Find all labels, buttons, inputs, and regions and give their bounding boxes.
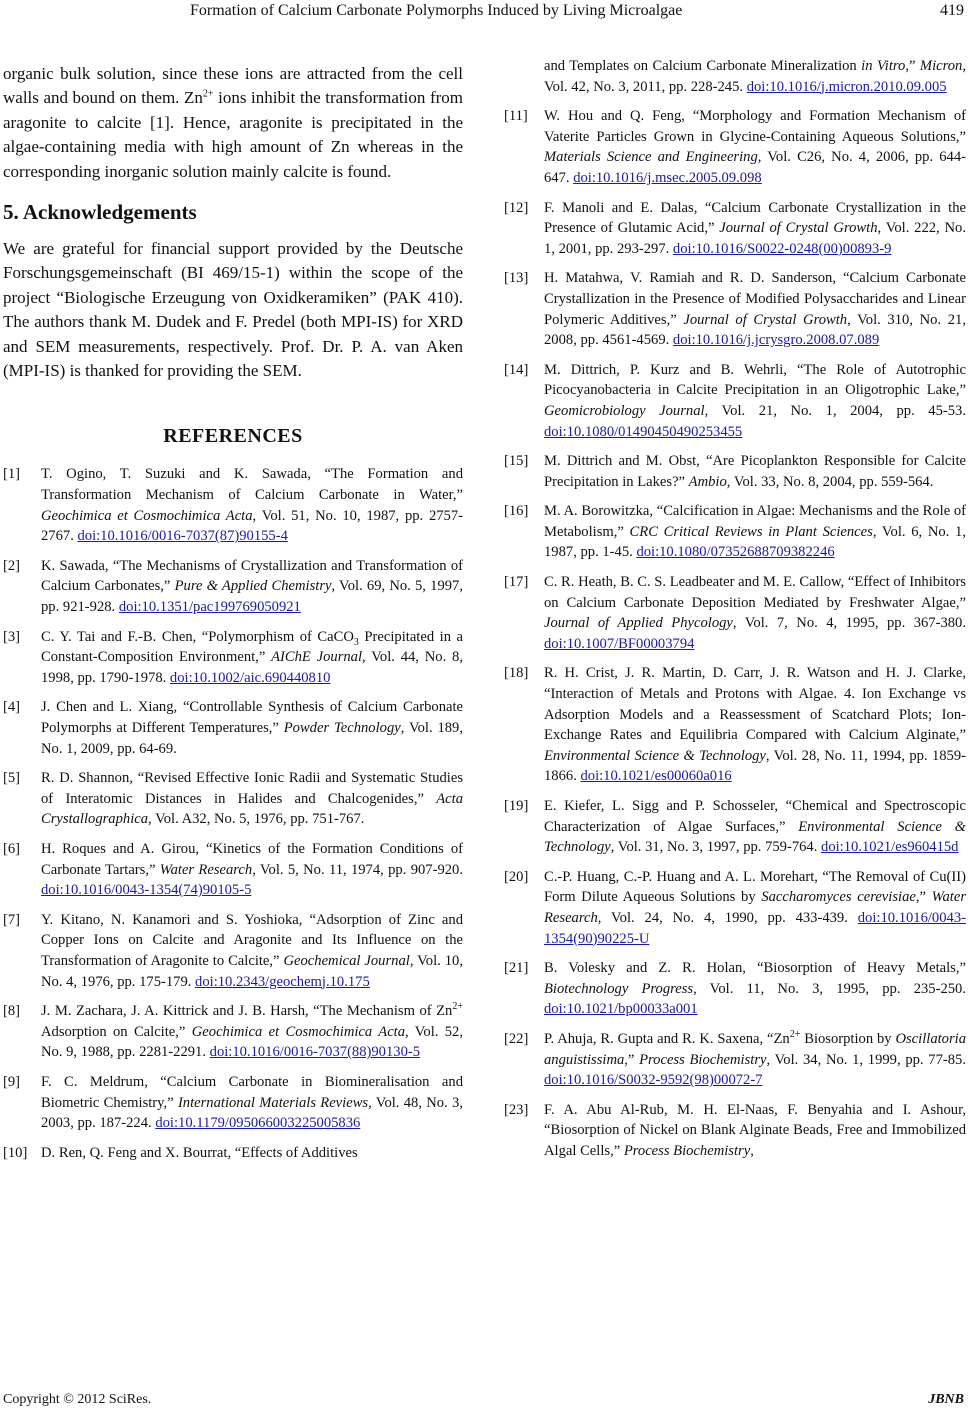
doi-link[interactable]: doi:10.1002/aic.690440810	[169, 669, 331, 686]
reference-authors-title: F. A. Abu Al-Rub, M. H. El-Naas, F. Benyahia and I. Ashour, “Biosorption of Nickel on Blank Alginate Beads, Free and Immobilized Algal Cells,”	[544, 1101, 966, 1159]
doi-link[interactable]: doi:10.1007/BF00003794	[544, 635, 695, 652]
reference-number: [12]	[504, 199, 529, 216]
reference-journal: in Vitro	[861, 58, 906, 74]
reference-number: [18]	[504, 665, 529, 682]
reference-number: [15]	[504, 453, 529, 470]
reference-number: [4]	[3, 699, 21, 716]
reference-text	[41, 1001, 463, 1063]
reference-item	[3, 464, 463, 546]
reference-item	[504, 451, 966, 492]
reference-volume-pages: , Vol. 33, No. 8, 2004, pp. 559-564.	[726, 473, 934, 490]
subscript: 3	[353, 636, 359, 648]
doi-link[interactable]: doi:10.1016/0016-7037(88)90130-5	[209, 1044, 421, 1061]
reference-number: [10]	[3, 1144, 28, 1161]
reference-journal: Water Research	[159, 861, 253, 878]
reference-volume-pages: , Vol. 6, No. 1, 1987, pp. 1-45.	[544, 523, 966, 561]
reference-journal: CRC Critical Reviews in Plant Sciences	[629, 523, 873, 540]
reference-authors-title: K. Sawada, “The Mechanisms of Crystallization and Transformation of Calcium Carbonates,”	[41, 557, 463, 595]
doi-link[interactable]: doi:10.1016/S0032-9592(98)00072-7	[544, 1072, 763, 1089]
superscript: 2+	[789, 1029, 801, 1041]
reference-authors-title: H. Matahwa, V. Ramiah and R. D. Sanderson, “Calcium Carbonate Crystallization in the Presence of Modified Polysaccharides and Linear Polymeric Additives,”	[544, 270, 966, 328]
reference-journal: Saccharomyces cerevisiae	[761, 889, 916, 906]
references-list-right	[504, 56, 966, 1162]
reference-journal: International Materials Reviews	[177, 1094, 369, 1111]
reference-journal: Geochimica et Cosmochimica Acta	[41, 507, 253, 524]
reference-item	[504, 106, 966, 188]
reference-item	[504, 501, 966, 563]
reference-volume-pages: , Vol. A32, No. 5, 1976, pp. 751-767.	[148, 811, 365, 828]
reference-journal: Ambio	[688, 473, 727, 490]
reference-item	[504, 1029, 966, 1091]
reference-authors-title: and Templates on Calcium Carbonate Mineralization	[544, 58, 862, 74]
left-column	[3, 62, 463, 1172]
reference-item	[3, 1001, 463, 1063]
reference-number: [22]	[504, 1030, 529, 1047]
reference-journal: Journal of Crystal Growth	[683, 311, 848, 328]
reference-number: [19]	[504, 798, 529, 814]
doi-link[interactable]: doi:10.1080/01490450490253455	[544, 423, 743, 440]
reference-text	[544, 867, 966, 949]
reference-separator: ,”	[624, 1051, 640, 1068]
reference-journal: Geomicrobiology Journal	[544, 402, 705, 419]
reference-item	[3, 627, 463, 689]
reference-item	[504, 663, 966, 787]
reference-volume-pages: , Vol. 11, No. 3, 1995, pp. 235-250.	[693, 980, 966, 997]
reference-number: [13]	[504, 270, 529, 287]
reference-item	[504, 360, 966, 442]
reference-journal: Pure & Applied Chemistry	[174, 578, 332, 595]
reference-number: [17]	[504, 574, 529, 591]
reference-number: [7]	[3, 911, 21, 928]
reference-text	[544, 56, 966, 97]
reference-text	[41, 464, 463, 546]
reference-volume-pages: , Vol. 5, No. 11, 1974, pp. 907-920.	[252, 861, 463, 878]
reference-volume-pages: , Vol. 10, No. 4, 1976, pp. 175-179.	[41, 952, 463, 990]
reference-item	[3, 697, 463, 759]
reference-journal: Acta Crystallographica	[41, 790, 463, 828]
reference-text	[544, 360, 966, 442]
reference-authors-title: Y. Kitano, N. Kanamori and S. Yoshioka, “Adsorption of Zinc and Copper Ions on Calcite and Aragonite and Its Influence on the Transformation of Aragonite to Calcite,”	[41, 911, 463, 969]
doi-link[interactable]: doi:10.1016/j.msec.2005.09.098	[573, 169, 762, 186]
reference-authors-title: J. M. Zachara, J. A. Kittrick and J. B. Harsh, “The Mechanism of Zn	[41, 1003, 453, 1020]
reference-volume-pages: , Vol. C26, No. 4, 2006, pp. 644-647.	[544, 149, 966, 186]
reference-item	[504, 56, 966, 97]
page-footer	[0, 1390, 968, 1414]
reference-authors-title: J. Chen and L. Xiang, “Controllable Synthesis of Calcium Carbonate Polymorphs at Different Temperatures,”	[41, 699, 463, 736]
reference-volume-pages: , Vol. 222, No. 1, 2001, pp. 293-297.	[544, 220, 967, 257]
acknowledgements-heading: 5. Acknowledgements	[3, 200, 197, 225]
reference-text	[544, 572, 966, 654]
superscript: 2+	[452, 1001, 463, 1013]
reference-text	[544, 268, 966, 350]
reference-journal: Oscillatoria anguistissima	[544, 1030, 966, 1068]
reference-separator: ,”	[915, 889, 932, 906]
reference-text	[544, 1100, 966, 1162]
doi-link[interactable]: doi:10.1016/0016-7037(87)90155-4	[77, 528, 288, 545]
reference-volume-pages: , Vol. 310, No. 21, 2008, pp. 4561-4569.	[544, 311, 966, 349]
reference-text	[544, 663, 966, 787]
doi-link[interactable]: doi:10.1016/0043-1354(74)90105-5	[41, 882, 252, 899]
reference-authors-title: C. Y. Tai and F.-B. Chen, “Polymorphism of CaCO	[41, 628, 354, 645]
doi-link[interactable]: doi:10.1021/bp00033a001	[544, 1001, 698, 1018]
reference-separator: ,”	[905, 58, 920, 74]
reference-volume-pages: , Vol. 24, No. 4, 1990, pp. 433-439.	[597, 909, 858, 926]
reference-volume-pages: , Vol. 28, No. 11, 1994, pp. 1859-1866.	[544, 747, 966, 785]
reference-journal: Journal of Applied Phycology	[544, 615, 733, 632]
reference-number	[504, 56, 544, 97]
reference-text	[544, 958, 966, 1020]
reference-authors-title: F. Manoli and E. Dalas, “Calcium Carbonate Crystallization in the Presence of Glutamic Acid,”	[544, 199, 966, 237]
reference-item	[3, 910, 463, 992]
doi-link[interactable]: doi:10.2343/geochemj.10.175	[195, 973, 370, 990]
reference-journal: Geochimica et Cosmochimica Acta	[191, 1023, 406, 1040]
doi-link[interactable]: doi:10.1179/095066003225005836	[155, 1115, 361, 1132]
reference-journal: Water Research	[544, 889, 966, 926]
reference-number: [2]	[3, 557, 21, 574]
reference-journal: Materials Science and Engineering	[544, 149, 758, 166]
running-title: Formation of Calcium Carbonate Polymorphs Induced by Living Microalgae	[190, 2, 683, 19]
reference-title-cont: Adsorption on Calcite,”	[41, 1023, 192, 1040]
reference-text	[544, 796, 966, 858]
reference-number: [1]	[3, 466, 21, 483]
reference-text	[544, 106, 966, 188]
page-number: 419	[940, 2, 964, 19]
reference-item	[504, 796, 966, 858]
reference-authors-title: H. Roques and A. Girou, “Kinetics of the Formation Conditions of Carbonate Tartars,”	[41, 840, 463, 878]
reference-text	[544, 501, 966, 563]
reference-authors-title: R. D. Shannon, “Revised Effective Ionic Radii and Systematic Studies of Interatomic Distances in Halides and Chalcogenides,”	[41, 770, 463, 807]
reference-volume-pages: , Vol. 34, No. 1, 1999, pp. 77-85.	[766, 1051, 966, 1068]
reference-journal: Environmental Science & Technology	[544, 818, 966, 856]
reference-volume-pages: , Vol. 189, No. 1, 2009, pp. 64-69.	[41, 720, 464, 757]
acknowledgements-text: We are grateful for financial support provided by the Deutsche Forschungsgemeinschaft (BI 469/15-1) within the scope of the project “Biologische Erzeugung von Oxidkeramiken” (PAK 410). The authors thank M. Dudek and F. Predel (both MPI-IS) for XRD and SEM measurements, respectively. Prof. Dr. P. A. van Aken (MPI-IS) is thanked for providing the SEM.	[3, 239, 463, 381]
reference-item	[3, 839, 463, 901]
journal-abbreviation: JBNB	[928, 1392, 964, 1407]
reference-volume-pages: , Vol. 31, No. 3, 1997, pp. 759-764.	[610, 839, 822, 856]
reference-item	[504, 1100, 966, 1162]
reference-journal: Powder Technology	[283, 720, 401, 736]
reference-title-cont: Biosorption by	[800, 1030, 896, 1047]
reference-journal: AIChE Journal	[271, 649, 363, 666]
reference-text	[544, 1029, 966, 1091]
reference-item	[3, 1072, 463, 1134]
reference-item	[504, 572, 966, 654]
reference-text	[41, 1143, 463, 1164]
reference-number: [9]	[3, 1073, 21, 1090]
reference-text	[41, 697, 463, 759]
reference-volume-pages: , Vol. 48, No. 3, 2003, pp. 187-224.	[41, 1094, 463, 1132]
doi-link[interactable]: doi:10.1021/es960415d	[821, 839, 959, 856]
reference-journal: Journal of Crystal Growth	[719, 220, 878, 237]
doi-link[interactable]: doi:10.1016/j.micron.2010.09.005	[746, 78, 947, 95]
references-list-left	[3, 464, 463, 1163]
doi-link[interactable]: doi:10.1016/j.jcrysgro.2008.07.089	[672, 332, 880, 349]
reference-text	[544, 198, 966, 260]
reference-authors-title: D. Ren, Q. Feng and X. Bourrat, “Effects of Additives	[41, 1144, 358, 1161]
reference-number: [14]	[504, 361, 529, 378]
reference-text	[41, 627, 463, 689]
reference-authors-title: P. Ahuja, R. Gupta and R. K. Saxena, “Zn	[544, 1030, 790, 1047]
reference-item	[3, 768, 463, 830]
reference-number: [11]	[504, 108, 528, 125]
reference-item	[3, 1143, 463, 1164]
reference-volume-pages: , Vol. 51, No. 10, 1987, pp. 2757-2767.	[41, 507, 463, 545]
reference-number: [23]	[504, 1101, 529, 1118]
doi-link[interactable]: doi:10.1016/0043-1354(90)90225-U	[544, 909, 966, 947]
reference-authors-title: E. Kiefer, L. Sigg and P. Schosseler, “Chemical and Spectroscopic Characterization of Algae Surfaces,”	[544, 798, 966, 835]
doi-link[interactable]: doi:10.1016/S0022-0248(00)00893-9	[672, 240, 892, 257]
doi-link[interactable]: doi:10.1080/07352688709382246	[636, 544, 835, 561]
reference-title-cont: Precipitated in a Constant-Composition Environment,”	[41, 628, 463, 666]
reference-text	[544, 451, 966, 492]
reference-number: [8]	[3, 1003, 21, 1020]
reference-authors-title: W. Hou and Q. Feng, “Morphology and Formation Mechanism of Vaterite Particles Grown in Glycine-Containing Aqueous Solutions,”	[544, 108, 966, 145]
reference-volume-pages: , Vol. 7, No. 4, 1995, pp. 367-380.	[732, 615, 966, 632]
reference-number: [20]	[504, 868, 529, 885]
reference-item	[504, 958, 966, 1020]
reference-authors-title: C.-P. Huang, C.-P. Huang and A. L. Morehart, “The Removal of Cu(II) Form Dilute Aqueous Solutions by	[544, 868, 966, 906]
reference-number: [3]	[3, 628, 21, 645]
reference-authors-title: F. C. Meldrum, “Calcium Carbonate in Biomineralisation and Biometric Chemistry,”	[41, 1073, 463, 1111]
reference-journal: Process Biochemistry	[623, 1142, 751, 1159]
reference-authors-title: R. H. Crist, J. R. Martin, D. Carr, J. R. Watson and H. J. Clarke, “Interaction of Metals and Protons with Algae. 4. Ion Exchange vs Adsorption Models and a Reassessment of Scatchard Plots; Ion-Exchange Rates and Equilibria Compared with Calcium Alginate,”	[544, 665, 966, 744]
reference-authors-title: C. R. Heath, B. C. S. Leadbeater and M. E. Callow, “Effect of Inhibitors on Calcium Carbonate Deposition Mediated by Freshwater Algae,”	[544, 574, 966, 611]
reference-volume-pages: , Vol. 21, No. 1, 2004, pp. 45-53.	[704, 402, 967, 419]
reference-number: [16]	[504, 503, 529, 520]
reference-authors-title: B. Volesky and Z. R. Holan, “Biosorption of Heavy Metals,”	[544, 960, 966, 977]
reference-volume-pages: , Vol. 42, No. 3, 2011, pp. 228-245.	[544, 58, 966, 95]
reference-item	[3, 556, 463, 618]
reference-journal: Process Biochemistry	[639, 1051, 767, 1068]
reference-authors-title: T. Ogino, T. Suzuki and K. Sawada, “The Formation and Transformation Mechanism of Calcium Carbonate in Water,”	[41, 466, 463, 504]
doi-link[interactable]: doi:10.1351/pac199769050921	[118, 599, 301, 616]
reference-volume-pages: , Vol. 52, No. 9, 1988, pp. 2281-2291.	[41, 1023, 463, 1061]
doi-link[interactable]: doi:10.1021/es00060a016	[580, 768, 732, 785]
reference-authors-title: M. Dittrich, P. Kurz and B. Wehrli, “The Role of Autotrophic Picocyanobacteria in Calcite Precipitation in an Oligotrophic Lake,”	[544, 361, 966, 399]
reference-item	[504, 867, 966, 949]
reference-text	[41, 556, 463, 618]
reference-text	[41, 1072, 463, 1134]
reference-journal: Geochemical Journal	[283, 952, 410, 969]
reference-volume-pages: ,	[750, 1142, 754, 1159]
reference-authors-title: M. A. Borowitzka, “Calcification in Algae: Mechanisms and the Role of Metabolism,”	[544, 503, 966, 540]
reference-number: [5]	[3, 770, 21, 787]
right-column	[504, 56, 966, 1171]
reference-text	[41, 839, 463, 901]
reference-journal: Biotechnology Progress	[544, 980, 694, 997]
reference-text	[41, 768, 463, 830]
reference-journal: Environmental Science & Technology	[544, 747, 766, 764]
references-heading: REFERENCES	[163, 425, 303, 448]
reference-text	[41, 910, 463, 992]
reference-journal: Micron	[919, 58, 963, 74]
reference-authors-title: M. Dittrich and M. Obst, “Are Picoplankton Responsible for Calcite Precipitation in Lakes?”	[544, 453, 966, 490]
running-header	[0, 0, 968, 24]
reference-item	[504, 268, 966, 350]
reference-number: [21]	[504, 960, 529, 977]
reference-volume-pages: , Vol. 69, No. 5, 1997, pp. 921-928.	[41, 578, 463, 616]
copyright-notice: Copyright © 2012 SciRes.	[3, 1392, 152, 1407]
intro-paragraph: organic bulk solution, since these ions are attracted from the cell walls and bound on them. $Zn^{2+}$ ions inhibit the transformation from aragonite to calcite [1]. Hence, aragonite is precipitated in the algae-containing media with high amount of Zn whereas in the corresponding inorganic solution mainly calcite is found.	[3, 64, 463, 181]
reference-number: [6]	[3, 840, 21, 857]
reference-volume-pages: , Vol. 44, No. 8, 1998, pp. 1790-1978.	[41, 649, 463, 686]
reference-item	[504, 198, 966, 260]
